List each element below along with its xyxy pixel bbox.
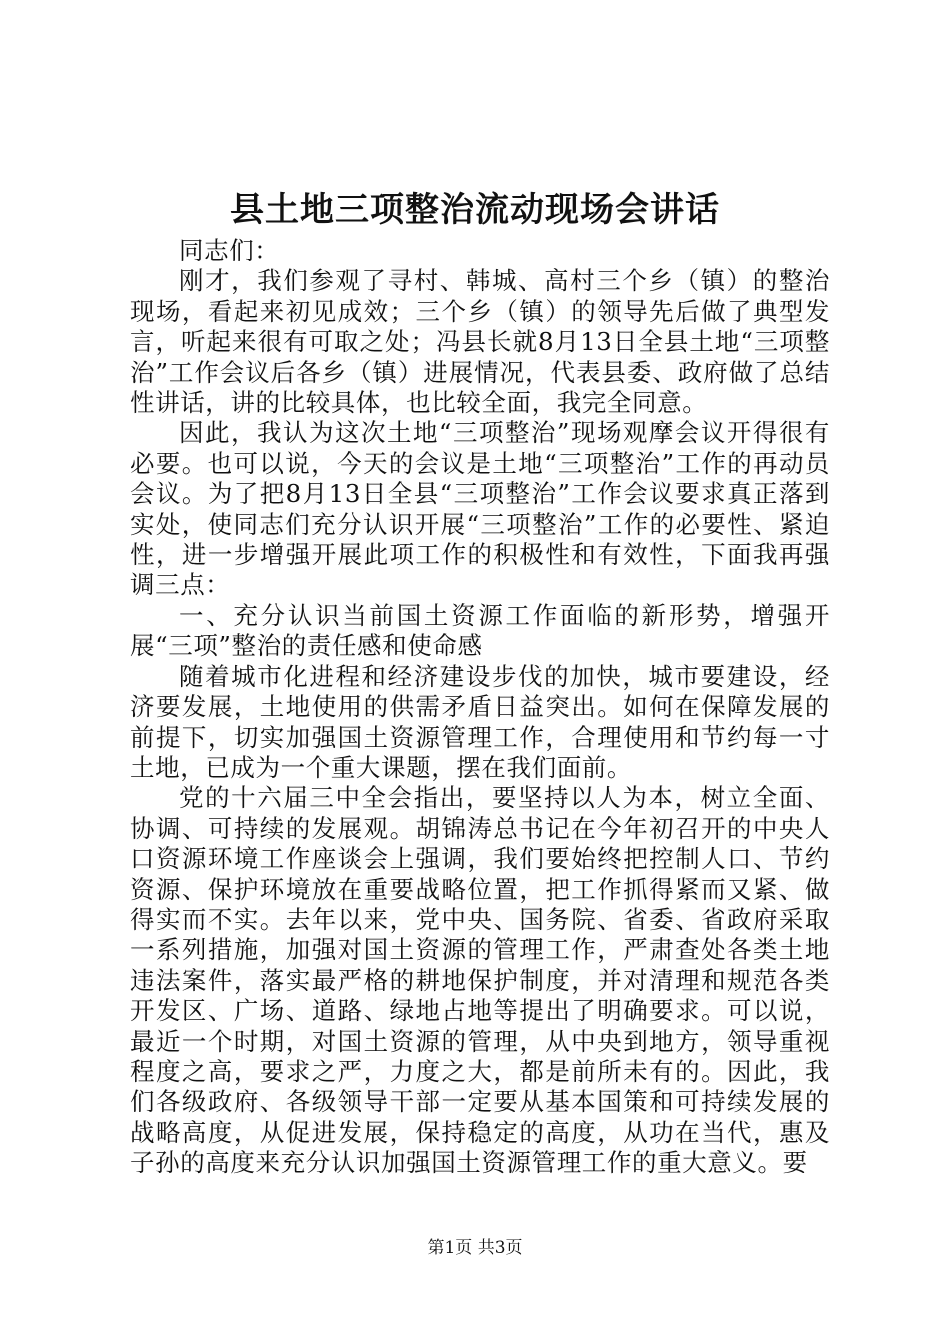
page-footer: 第1页 共3页 xyxy=(427,1238,523,1258)
paragraph-4: 党的十六届三中全会指出，要坚持以人为本，树立全面、协调、可持续的发展观。胡锦涛总书记在今年初召开的中央人口资源环境工作座谈会上强调，我们要始终把控制人口、节约资源、保护环境放在重要战略位置，把工作抓得紧而又紧、做得实而不实。去年以来，党中央、国务院、省委、省政府采取一系列措施，加强对国土资源的管理工作，严肃查处各类土地违法案件，落实最严格的耕地保护制度，并对清理和规范各类开发区、广场、道路、绿地占地等提出了明确要求。可以说，最近一个时期，对国土资源的管理，从中央到地方，领导重视程度之高，要求之严，力度之大，都是前所未有的。因此，我们各级政府、各级领导干部一定要从基本国策和可持续发展的战略高度，从促进发展，保持稳定的高度，从功在当代，惠及子孙的高度来充分认识加强国土资源管理工作的重大意义。要 xyxy=(130,783,830,1178)
document-body xyxy=(130,236,830,1179)
paragraph-3: 随着城市化进程和经济建设步伐的加快，城市要建设，经济要发展，土地使用的供需矛盾日益突出。如何在保障发展的前提下，切实加强国土资源管理工作，合理使用和节约每一寸土地，已成为一个重大课题，摆在我们面前。 xyxy=(130,661,830,782)
paragraph-2: 因此，我认为这次土地“三项整治”现场观摩会议开得很有必要。也可以说，今天的会议是土地“三项整治”工作的再动员会议。为了把8月13日全县“三项整治”工作会议要求真正落到实处，使同志们充分认识开展“三项整治”工作的必要性、紧迫性，进一步增强开展此项工作的积极性和有效性，下面我再强调三点： xyxy=(130,418,830,600)
section-heading-1: 一、充分认识当前国土资源工作面临的新形势，增强开展“三项”整治的责任感和使命感 xyxy=(130,600,830,661)
paragraph-1: 刚才，我们参观了寻村、韩城、高村三个乡（镇）的整治现场，看起来初见成效；三个乡（镇）的领导先后做了典型发言，听起来很有可取之处；冯县长就8月13日全县土地“三项整治”工作会议后各乡（镇）进展情况，代表县委、政府做了总结性讲话，讲的比较具体，也比较全面，我完全同意。 xyxy=(130,266,830,418)
paragraph-salutation: 同志们： xyxy=(179,236,280,265)
document-title: 县土地三项整治流动现场会讲话 xyxy=(230,190,720,230)
